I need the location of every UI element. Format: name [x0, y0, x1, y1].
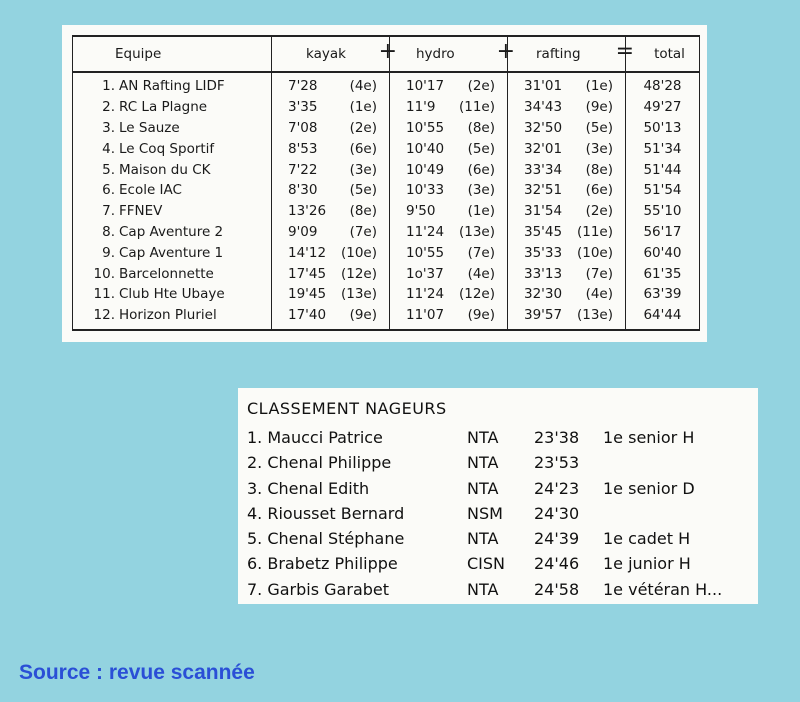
- hydro-time: 10'40: [406, 140, 445, 157]
- rafting-cell: [508, 284, 626, 305]
- team-name: Maison du CK: [119, 161, 211, 178]
- kayak-time: 17'40: [288, 307, 327, 324]
- hydro-cell: [390, 263, 508, 284]
- rafting-cell: [508, 222, 626, 243]
- rafting-cell: [508, 242, 626, 263]
- kayak-place: (7e): [349, 223, 377, 240]
- kayak-place: (9e): [349, 307, 377, 324]
- rafting-cell: [508, 72, 626, 97]
- rafting-place: (4e): [585, 286, 613, 303]
- kayak-place: (5e): [349, 182, 377, 199]
- hydro-place: (11e): [458, 99, 495, 116]
- kayak-place: (3e): [349, 161, 377, 178]
- header-total: total: [626, 36, 700, 72]
- team-name: Cap Aventure 2: [119, 223, 224, 240]
- rank: 2.: [102, 99, 115, 116]
- team-name: Le Coq Sportif: [119, 140, 215, 157]
- team-cell: [73, 284, 272, 305]
- hydro-time: 11'24: [406, 223, 445, 240]
- swimmer-club: NTA: [467, 428, 499, 447]
- team-results-panel: [62, 25, 707, 342]
- header-kayak-label: kayak: [306, 46, 346, 62]
- table-row: [73, 305, 700, 330]
- kayak-time: 8'30: [288, 182, 318, 199]
- kayak-time: 7'08: [288, 119, 318, 136]
- rafting-time: 33'13: [524, 265, 563, 282]
- swimmer-category: 1e vétéran H...: [603, 579, 723, 599]
- hydro-time: 1o'37: [406, 265, 444, 282]
- table-row: [73, 180, 700, 201]
- team-name: Horizon Pluriel: [119, 307, 217, 324]
- rafting-place: (13e): [576, 307, 613, 324]
- hydro-time: 10'49: [406, 161, 445, 178]
- rank: 7.: [102, 203, 115, 220]
- hydro-cell: [390, 180, 508, 201]
- rank: 12.: [93, 307, 115, 324]
- hydro-place: (3e): [467, 182, 495, 199]
- rafting-place: (1e): [585, 78, 613, 95]
- rank: 1.: [102, 78, 115, 95]
- team-cell: [73, 72, 272, 97]
- team-name: FFNEV: [119, 203, 163, 220]
- swimmer-club: NTA: [467, 579, 499, 599]
- swimmer-club: NTA: [467, 529, 499, 549]
- header-hydro: [390, 36, 515, 72]
- total-cell: 50'13: [626, 118, 700, 139]
- swimmer-name: 1. Maucci Patrice: [247, 428, 383, 447]
- hydro-time: 11'07: [406, 307, 445, 324]
- rafting-cell: [508, 159, 626, 180]
- swimmer-time: 24'39: [534, 529, 580, 549]
- kayak-time: 9'09: [288, 223, 318, 240]
- rafting-cell: [508, 263, 626, 284]
- kayak-time: 17'45: [288, 265, 327, 282]
- swimmer-club: NTA: [467, 478, 499, 498]
- swimmer-time: 23'53: [534, 453, 580, 473]
- hydro-time: 10'55: [406, 119, 445, 136]
- hydro-place: (6e): [467, 161, 495, 178]
- kayak-time: 19'45: [288, 286, 327, 303]
- team-table-body: [73, 72, 700, 330]
- list-item: [247, 476, 757, 501]
- total-cell: 48'28: [626, 72, 700, 97]
- total-cell: 56'17: [626, 222, 700, 243]
- team-cell: [73, 305, 272, 330]
- team-name: Club Hte Ubaye: [119, 286, 225, 303]
- list-item: [247, 526, 757, 551]
- swimmer-category: 1e senior D: [603, 478, 695, 498]
- kayak-cell: [272, 138, 390, 159]
- hydro-place: (4e): [467, 265, 495, 282]
- total-cell: 51'54: [626, 180, 700, 201]
- plus-sign: +: [496, 39, 515, 64]
- hydro-time: 11'9: [406, 99, 436, 116]
- rafting-place: (11e): [576, 223, 613, 240]
- kayak-cell: [272, 222, 390, 243]
- kayak-cell: [272, 263, 390, 284]
- rafting-place: (3e): [585, 140, 613, 157]
- hydro-time: 11'24: [406, 286, 445, 303]
- kayak-cell: [272, 305, 390, 330]
- swimmer-name: 5. Chenal Stéphane: [247, 529, 405, 549]
- team-cell: [73, 159, 272, 180]
- kayak-cell: [272, 180, 390, 201]
- kayak-cell: [272, 72, 390, 97]
- rafting-time: 34'43: [524, 99, 563, 116]
- rafting-cell: [508, 118, 626, 139]
- hydro-cell: [390, 97, 508, 118]
- rafting-time: 35'45: [524, 223, 563, 240]
- team-cell: [73, 118, 272, 139]
- kayak-place: (6e): [349, 140, 377, 157]
- hydro-place: (2e): [467, 78, 495, 95]
- kayak-place: (12e): [340, 265, 377, 282]
- hydro-cell: [390, 284, 508, 305]
- rank: 3.: [102, 119, 115, 136]
- rafting-time: 35'33: [524, 244, 563, 261]
- hydro-cell: [390, 72, 508, 97]
- team-cell: [73, 180, 272, 201]
- team-cell: [73, 201, 272, 222]
- swimmer-category: 1e cadet H: [603, 529, 691, 549]
- rafting-place: (2e): [585, 203, 613, 220]
- rafting-place: (8e): [585, 161, 613, 178]
- swimmers-title: CLASSEMENT NAGEURS: [247, 399, 447, 418]
- team-name: RC La Plagne: [119, 99, 208, 116]
- table-row: [73, 263, 700, 284]
- table-row: [73, 138, 700, 159]
- swimmer-club: CISN: [467, 554, 506, 574]
- table-row: [73, 222, 700, 243]
- total-cell: 60'40: [626, 242, 700, 263]
- rafting-time: 39'57: [524, 307, 563, 324]
- kayak-place: (2e): [349, 119, 377, 136]
- rafting-cell: [508, 201, 626, 222]
- source-caption: Source : revue scannée: [19, 661, 255, 684]
- rafting-time: 32'50: [524, 119, 563, 136]
- kayak-place: (13e): [340, 286, 377, 303]
- kayak-time: 13'26: [288, 203, 327, 220]
- kayak-time: 3'35: [288, 99, 318, 116]
- kayak-time: 8'53: [288, 140, 318, 157]
- team-name: Ecole IAC: [119, 182, 182, 199]
- hydro-place: (13e): [458, 223, 495, 240]
- header-rafting-label: rafting: [536, 46, 581, 62]
- list-item: [247, 450, 757, 475]
- equals-sign: =: [615, 39, 634, 64]
- team-cell: [73, 222, 272, 243]
- header-rafting: [508, 36, 634, 72]
- team-name: Barcelonnette: [119, 265, 214, 282]
- rafting-time: 32'30: [524, 286, 563, 303]
- hydro-place: (9e): [467, 307, 495, 324]
- swimmer-category: 1e senior H: [603, 428, 695, 447]
- header-team: Equipe: [73, 36, 272, 72]
- table-row: [73, 118, 700, 139]
- rafting-time: 33'34: [524, 161, 563, 178]
- kayak-cell: [272, 97, 390, 118]
- hydro-time: 10'55: [406, 244, 445, 261]
- table-row: [73, 242, 700, 263]
- kayak-cell: [272, 159, 390, 180]
- rank: 11.: [93, 286, 115, 303]
- hydro-place: (7e): [467, 244, 495, 261]
- rafting-place: (9e): [585, 99, 613, 116]
- rafting-cell: [508, 180, 626, 201]
- hydro-cell: [390, 118, 508, 139]
- hydro-cell: [390, 159, 508, 180]
- team-cell: [73, 97, 272, 118]
- total-cell: 55'10: [626, 201, 700, 222]
- hydro-place: (12e): [458, 286, 495, 303]
- total-cell: 51'34: [626, 138, 700, 159]
- rafting-place: (7e): [585, 265, 613, 282]
- kayak-cell: [272, 118, 390, 139]
- swimmer-club: NSM: [467, 503, 503, 523]
- hydro-place: (8e): [467, 119, 495, 136]
- rank: 6.: [102, 182, 115, 199]
- table-row: [73, 159, 700, 180]
- swimmer-time: 24'30: [534, 503, 580, 523]
- swimmer-name: 3. Chenal Edith: [247, 478, 370, 498]
- list-item: [247, 501, 757, 526]
- swimmer-time: 24'58: [534, 579, 580, 599]
- kayak-time: 7'22: [288, 161, 318, 178]
- hydro-cell: [390, 222, 508, 243]
- rafting-cell: [508, 305, 626, 330]
- team-results-table: [72, 35, 700, 331]
- total-cell: 63'39: [626, 284, 700, 305]
- team-name: AN Rafting LIDF: [119, 78, 225, 95]
- swimmer-name: 7. Garbis Garabet: [247, 579, 390, 599]
- rank: 8.: [102, 223, 115, 240]
- header-hydro-label: hydro: [416, 46, 455, 62]
- hydro-time: 10'33: [406, 182, 445, 199]
- kayak-place: (1e): [349, 99, 377, 116]
- swimmer-name: 2. Chenal Philippe: [247, 453, 392, 473]
- kayak-cell: [272, 284, 390, 305]
- team-cell: [73, 263, 272, 284]
- total-cell: 51'44: [626, 159, 700, 180]
- hydro-time: 9'50: [406, 203, 436, 220]
- rafting-cell: [508, 97, 626, 118]
- team-name: Cap Aventure 1: [119, 244, 224, 261]
- list-item: [247, 425, 757, 450]
- table-row: [73, 72, 700, 97]
- table-row: [73, 201, 700, 222]
- total-cell: 61'35: [626, 263, 700, 284]
- total-cell: 64'44: [626, 305, 700, 330]
- kayak-place: (4e): [349, 78, 377, 95]
- kayak-cell: [272, 242, 390, 263]
- rafting-cell: [508, 138, 626, 159]
- swimmer-time: 23'38: [534, 428, 580, 447]
- team-cell: [73, 138, 272, 159]
- hydro-cell: [390, 201, 508, 222]
- rank: 5.: [102, 161, 115, 178]
- hydro-place: (1e): [467, 203, 495, 220]
- rafting-time: 32'01: [524, 140, 563, 157]
- hydro-time: 10'17: [406, 78, 445, 95]
- rafting-place: (5e): [585, 119, 613, 136]
- total-cell: 49'27: [626, 97, 700, 118]
- swimmer-name: 6. Brabetz Philippe: [247, 554, 398, 574]
- team-cell: [73, 242, 272, 263]
- hydro-place: (5e): [467, 140, 495, 157]
- rafting-time: 32'51: [524, 182, 563, 199]
- rafting-place: (10e): [576, 244, 613, 261]
- swimmer-time: 24'23: [534, 478, 580, 498]
- hydro-cell: [390, 305, 508, 330]
- kayak-place: (10e): [340, 244, 377, 261]
- hydro-cell: [390, 242, 508, 263]
- swimmer-name: 4. Riousset Bernard: [247, 503, 405, 523]
- header-kayak: [272, 36, 397, 72]
- rafting-time: 31'54: [524, 203, 563, 220]
- swimmer-club: NTA: [467, 453, 499, 473]
- table-header-row: [73, 36, 700, 72]
- kayak-place: (8e): [349, 203, 377, 220]
- swimmer-time: 24'46: [534, 554, 580, 574]
- plus-sign: +: [378, 39, 397, 64]
- swimmers-ranking-panel: [238, 388, 758, 604]
- table-row: [73, 97, 700, 118]
- kayak-time: 7'28: [288, 78, 318, 95]
- hydro-cell: [390, 138, 508, 159]
- swimmers-list: [247, 425, 757, 602]
- team-name: Le Sauze: [119, 119, 180, 136]
- rafting-place: (6e): [585, 182, 613, 199]
- swimmer-category: 1e junior H: [603, 554, 691, 574]
- list-item: [247, 551, 757, 576]
- rafting-time: 31'01: [524, 78, 563, 95]
- rank: 9.: [102, 244, 115, 261]
- table-row: [73, 284, 700, 305]
- kayak-cell: [272, 201, 390, 222]
- rank: 4.: [102, 140, 115, 157]
- rank: 10.: [93, 265, 115, 282]
- list-item: [247, 577, 757, 602]
- kayak-time: 14'12: [288, 244, 327, 261]
